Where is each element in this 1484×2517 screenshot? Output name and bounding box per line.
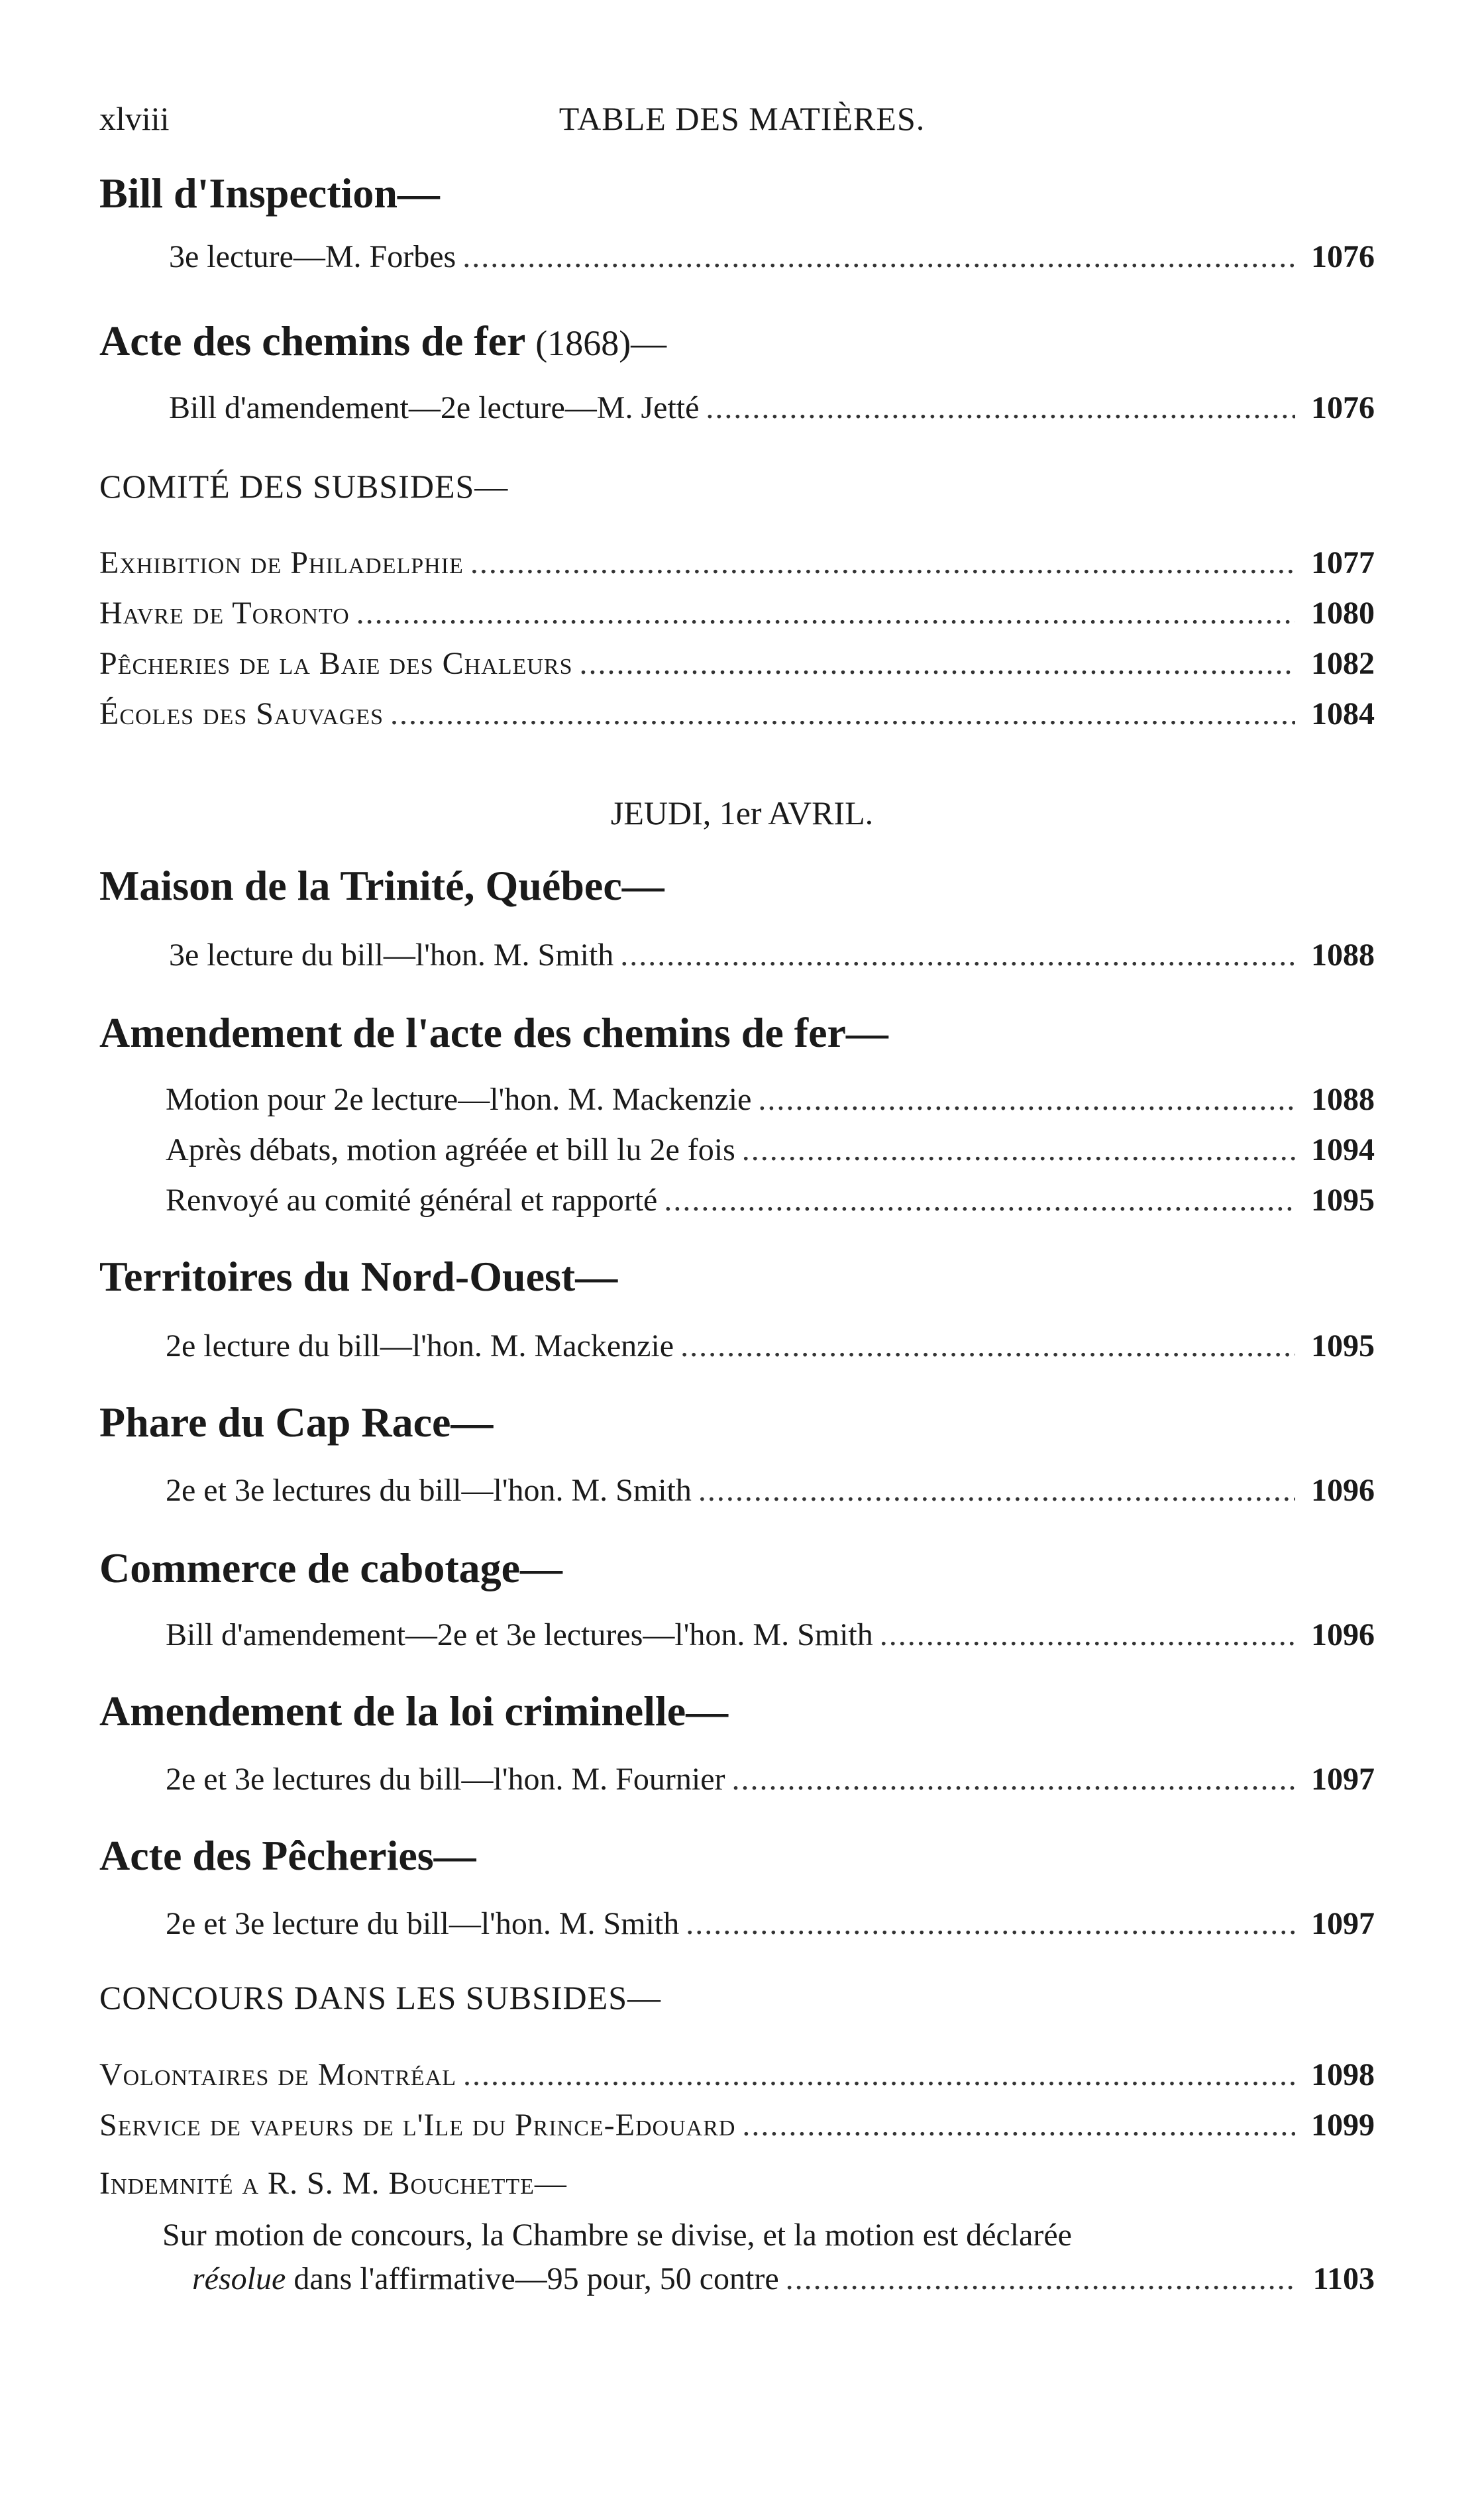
entry-label: Exhibition de Philadelphie (99, 545, 464, 580)
leader-dots (880, 1617, 1295, 1653)
leader-dots (731, 1761, 1295, 1797)
leader-dots (686, 1905, 1295, 1942)
leader-dots (390, 696, 1295, 732)
toc-entry (166, 1328, 1375, 1364)
subheading-indemnite: Indemnité a R. S. M. Bouchette— (99, 2166, 567, 2201)
leader-dots (698, 1472, 1295, 1509)
entry-page: 1096 (1311, 1617, 1375, 1652)
entry-label: 2e et 3e lecture du bill—l'hon. M. Smith (166, 1906, 680, 1941)
entry-page: 1094 (1311, 1132, 1375, 1167)
toc-entry (99, 545, 1375, 581)
entry-label: Motion pour 2e lecture—l'hon. M. Mackenzie (166, 1082, 752, 1117)
entry-label-rest: dans l'affirmative—95 pour, 50 contre (293, 2261, 779, 2296)
toc-entry (169, 390, 1375, 426)
entry-page: 1076 (1311, 239, 1375, 274)
section-heading-cabotage: Commerce de cabotage— (99, 1544, 563, 1591)
section-heading-amendement-acte: Amendement de l'acte des chemins de fer— (99, 1009, 888, 1056)
section-heading-phare-cap-race: Phare du Cap Race— (99, 1399, 494, 1446)
entry-page: 1097 (1311, 1762, 1375, 1797)
toc-entry (166, 1182, 1375, 1218)
entry-label: 2e et 3e lectures du bill—l'hon. M. Smith (166, 1473, 692, 1508)
entry-page: 1099 (1311, 2108, 1375, 2143)
entry-label: Renvoyé au comité général et rapporté (166, 1183, 658, 1218)
entry-page: 1096 (1311, 1473, 1375, 1508)
entry-label (192, 2261, 779, 2297)
section-heading-maison-trinite: Maison de la Trinité, Québec— (99, 862, 664, 909)
entry-label: 3e lecture—M. Forbes (169, 239, 456, 274)
entry-page: 1084 (1311, 696, 1375, 731)
leader-dots (706, 390, 1295, 426)
leader-dots (470, 545, 1295, 581)
section-heading-pecheries: Acte des Pêcheries— (99, 1832, 476, 1879)
entry-page: 1097 (1311, 1906, 1375, 1941)
entry-label: Havre de Toronto (99, 596, 350, 631)
section-heading-bill-inspection: Bill d'Inspection— (99, 170, 440, 217)
leader-dots (758, 1081, 1295, 1118)
toc-entry (169, 937, 1375, 973)
entry-label: Écoles des Sauvages (99, 696, 384, 731)
entry-page: 1098 (1311, 2057, 1375, 2092)
leader-dots (579, 645, 1295, 682)
entry-page: 1095 (1311, 1183, 1375, 1218)
toc-entry (166, 1761, 1375, 1797)
leader-dots (620, 937, 1295, 973)
leader-dots (463, 2057, 1295, 2093)
entry-label: Volontaires de Montréal (99, 2057, 457, 2092)
entry-label: 3e lecture du bill—l'hon. M. Smith (169, 937, 614, 973)
toc-entry (166, 1081, 1375, 1118)
leader-dots (356, 595, 1295, 631)
toc-entry (99, 2107, 1375, 2143)
entry-label: 2e et 3e lectures du bill—l'hon. M. Fournier (166, 1762, 725, 1797)
entry-page: 1080 (1311, 596, 1375, 631)
entry-page: 1077 (1311, 545, 1375, 580)
toc-entry (166, 1132, 1375, 1168)
section-heading-territoires: Territoires du Nord-Ouest— (99, 1253, 618, 1300)
toc-entry (169, 239, 1375, 275)
entry-label: Après débats, motion agréée et bill lu 2e fois (166, 1132, 735, 1167)
paragraph-line-1: Sur motion de concours, la Chambre se divise, et la motion est déclarée (162, 2218, 1072, 2253)
entry-page: 1082 (1311, 646, 1375, 681)
entry-label: Pêcheries de la Baie des Chaleurs (99, 646, 573, 681)
entry-page: 1103 (1312, 2261, 1375, 2296)
date-heading: JEUDI, 1er AVRIL. (610, 794, 874, 831)
leader-dots (786, 2261, 1295, 2297)
page-title: TABLE DES MATIÈRES. (558, 100, 926, 137)
heading-text: Acte des chemins de fer (99, 317, 525, 364)
toc-entry (99, 2057, 1375, 2093)
entry-page: 1088 (1311, 1082, 1375, 1117)
toc-entry (166, 1617, 1375, 1653)
toc-entry (99, 645, 1375, 682)
section-heading-chemins-de-fer (99, 317, 666, 366)
heading-suffix: (1868)— (535, 323, 667, 363)
toc-entry (99, 696, 1375, 732)
toc-entry (192, 2261, 1375, 2297)
entry-label: Bill d'amendement—2e et 3e lectures—l'hon. M. Smith (166, 1617, 873, 1652)
toc-entry (166, 1905, 1375, 1942)
toc-entry (166, 1472, 1375, 1509)
entry-label: Bill d'amendement—2e lecture—M. Jetté (169, 390, 700, 425)
section-heading-comite-subsides: COMITÉ DES SUBSIDES— (99, 468, 509, 505)
section-heading-concours-subsides: CONCOURS DANS LES SUBSIDES— (99, 1979, 661, 2016)
section-heading-loi-criminelle: Amendement de la loi criminelle— (99, 1687, 729, 1735)
leader-dots (664, 1182, 1295, 1218)
entry-label: Service de vapeurs de l'Ile du Prince-Edouard (99, 2108, 736, 2143)
italic-word: résolue (192, 2261, 286, 2296)
entry-page: 1088 (1311, 937, 1375, 973)
entry-label: 2e lecture du bill—l'hon. M. Mackenzie (166, 1328, 674, 1364)
leader-dots (742, 2107, 1295, 2143)
entry-page: 1076 (1311, 390, 1375, 425)
leader-dots (462, 239, 1295, 275)
leader-dots (742, 1132, 1295, 1168)
leader-dots (680, 1328, 1295, 1364)
toc-entry (99, 595, 1375, 631)
page-number: xlviii (99, 100, 170, 137)
entry-page: 1095 (1311, 1328, 1375, 1364)
